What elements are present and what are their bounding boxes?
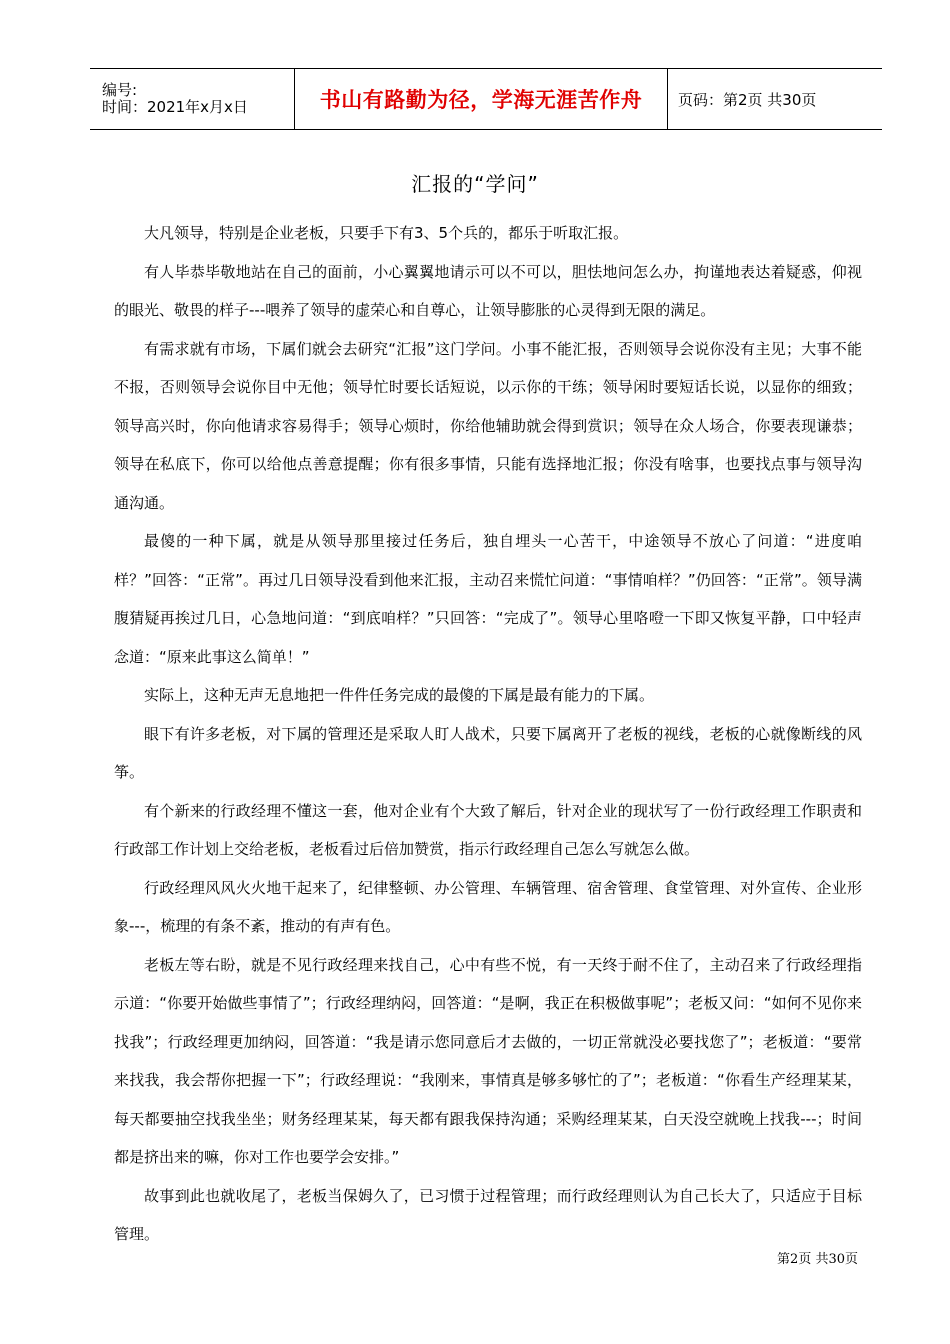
paragraph: 大凡领导，特别是企业老板，只要手下有3、5个兵的，都乐于听取汇报。 [144,224,629,242]
header-page-number: 页码：第2页 共30页 [678,90,817,109]
document-body [114,214,862,1254]
document-time: 时间：2021年x月x日 [102,98,248,116]
paragraph: 有人毕恭毕敬地站在自己的面前，小心翼翼地请示可以不可以，胆怯地问怎么办，拘谨地表达着疑惑，仰视的眼光、敬畏的样子---喂养了领导的虚荣心和自尊心，让领导膨胀的心灵得到无限的满足。 [114,262,862,319]
document-number: 编号: [102,81,138,99]
header-meta [90,69,294,129]
page-footer: 第2页 共30页 [777,1252,858,1267]
document-title: 汇报的“学问” [411,172,539,196]
paragraph: 有个新来的行政经理不懂这一套，他对企业有个大致了解后，针对企业的现状写了一份行政经理工作职责和行政部工作计划上交给老板，老板看过后倍加赞赏，指示行政经理自己怎么写就怎么做。 [114,801,862,858]
paragraph: 实际上，这种无声无息地把一件件任务完成的最傻的下属是最有能力的下属。 [144,686,655,704]
paragraph: 最傻的一种下属，就是从领导那里接过任务后，独自埋头一心苦干，中途领导不放心了问道：“进度咱样？”回答：“正常”。再过几日领导没看到他来汇报，主动召来慌忙问道：“事情咱样？”仍回答：“正常”。领导满腹猜疑再挨过几日，心急地问道：“到底咱样？”只回答：“完成了”。领导心里咯噔一下即又恢复平静，口中轻声念道：“原来此事这么简单！” [114,532,862,666]
paragraph: 老板左等右盼，就是不见行政经理来找自己，心中有些不悦，有一天终于耐不住了，主动召来了行政经理指示道：“你要开始做些事情了”；行政经理纳闷，回答道：“是啊，我正在积极做事呢”；老板又问：“如何不见你来找我”；行政经理更加纳闷，回答道：“我是请示您同意后才去做的，一切正常就没必要找您了”；老板道：“要常来找我，我会帮你把握一下”；行政经理说：“我刚来，事情真是够多够忙的了”；老板道：“你看生产经理某某，每天都要抽空找我坐坐；财务经理某某，每天都有跟我保持沟通；采购经理某某，白天没空就晚上找我---；时间都是挤出来的嘛，你对工作也要学会安排。” [114,955,862,1166]
page-header [90,68,882,130]
header-motto: 书山有路勤为径，学海无涯苦作舟 [294,69,668,129]
paragraph: 行政经理风风火火地干起来了，纪律整顿、办公管理、车辆管理、宿舍管理、食堂管理、对外宣传、企业形象---，梳理的有条不紊，推动的有声有色。 [114,878,862,935]
paragraph: 故事到此也就收尾了，老板当保姆久了，已习惯于过程管理；而行政经理则认为自己长大了，只适应于目标管理。 [114,1186,862,1243]
paragraph: 眼下有许多老板，对下属的管理还是采取人盯人战术，只要下属离开了老板的视线，老板的心就像断线的风筝。 [114,724,862,781]
paragraph: 有需求就有市场，下属们就会去研究“汇报”这门学问。小事不能汇报，否则领导会说你没有主见；大事不能不报，否则领导会说你目中无他；领导忙时要长话短说，以示你的干练；领导闲时要短话长说，以显你的细致；领导高兴时，你向他请求容易得手；领导心烦时，你给他辅助就会得到赏识；领导在众人场合，你要表现谦恭；领导在私底下，你可以给他点善意提醒；你有很多事情，只能有选择地汇报；你没有啥事，也要找点事与领导沟通沟通。 [114,339,862,512]
